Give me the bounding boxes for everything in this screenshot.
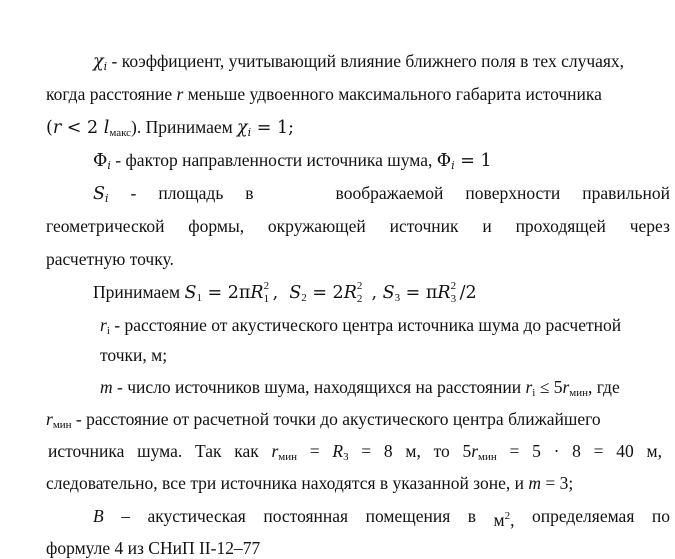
chi-subscript: i <box>247 126 252 139</box>
equals-sign: = <box>509 441 520 461</box>
paragraph-chi-definition-line-3 <box>46 116 294 144</box>
s-subscript: i <box>105 192 109 205</box>
R3-subscript: 3 <box>343 451 349 463</box>
word: поверхности <box>465 183 561 203</box>
phi-symbol: Φ <box>93 151 108 171</box>
paragraph-chi-definition-line-1 <box>93 50 624 78</box>
r-definition-text: - расстояние от акустического центра источника шума до расчетной <box>109 315 622 335</box>
r3-variable: R <box>437 283 451 303</box>
text-segment: , где <box>588 377 620 397</box>
text-segment: точки, м; <box>100 345 168 365</box>
r-variable: r <box>176 84 184 104</box>
paragraph-area-formulas <box>93 281 477 309</box>
word: в <box>467 506 477 526</box>
paragraph-m-definition-line-4 <box>46 472 573 494</box>
separator: , <box>272 283 290 303</box>
s-variable: S <box>93 184 105 204</box>
equals-sign: = <box>309 441 320 461</box>
equals-pi: = π <box>400 283 438 303</box>
word: воображаемой <box>335 183 444 203</box>
square-superscript: 2 <box>504 510 511 522</box>
paragraph-r-definition-line-2 <box>100 344 167 366</box>
r1-superscript: 2 <box>263 280 270 292</box>
text-segment: ). Принимаем <box>131 117 238 137</box>
chi-symbol: χ <box>237 118 248 138</box>
r-min-subscript: мин <box>278 451 298 463</box>
dash: – <box>121 506 130 526</box>
word: правильной <box>582 183 670 203</box>
chi-symbol: χ <box>93 52 104 72</box>
r3-superscript: 2 <box>450 280 457 292</box>
paragraph-r-definition-line-1 <box>100 314 621 342</box>
equals-two: = 2 <box>306 283 344 303</box>
chi-definition-text: - коэффициент, учитывающий влияние ближнего поля в тех случаях, <box>107 51 625 71</box>
s1-subscript: 1 <box>196 292 202 304</box>
r-subscript: i <box>532 387 536 399</box>
paragraph-m-definition-line-1 <box>100 376 620 404</box>
m-variable: m <box>100 377 113 397</box>
s3-subscript: 3 <box>394 292 401 304</box>
r1-subscript: 1 <box>263 293 270 305</box>
word: шума. <box>137 441 183 461</box>
m-variable: m <box>528 473 542 493</box>
r-min-subscript: мин <box>52 419 72 431</box>
r-min-variable: r <box>271 441 279 461</box>
B-variable: B <box>93 506 104 526</box>
r-min-variable: r <box>562 377 570 397</box>
s2-variable: S <box>289 283 302 303</box>
phi-subscript: i <box>451 159 455 172</box>
r3-index-stack <box>450 280 460 305</box>
paragraph-phi-definition <box>93 149 492 177</box>
paragraph-s-definition-line-3 <box>46 248 174 270</box>
open-paren: ( <box>46 118 53 138</box>
R3-variable: R <box>332 441 344 461</box>
text-segment: следовательно, все три источника находятся в указанной зоне, и <box>46 473 529 493</box>
paragraph-s-definition-line-1 <box>93 182 670 210</box>
word: источник <box>389 216 459 236</box>
text-segment: расчетную точку. <box>46 249 174 269</box>
word: постоянная <box>263 506 349 526</box>
m-definition-text: - число источников шума, находящихся на расстоянии <box>112 377 526 397</box>
r-min-definition-text: - расстояние от расчетной точки до акустического центра ближайшего <box>71 409 601 429</box>
number: 5 <box>532 441 541 461</box>
text-segment: Принимаем <box>93 282 185 302</box>
r-min-subscript: мин <box>569 387 588 399</box>
r2-subscript: 2 <box>356 293 363 305</box>
word: то <box>433 441 450 461</box>
r3-subscript: 3 <box>450 293 457 305</box>
l-max-subscript: макс <box>109 127 132 139</box>
word: через <box>629 216 670 236</box>
paragraph-m-definition-line-2 <box>46 408 601 436</box>
phi-subscript: i <box>107 159 111 172</box>
word: помещения <box>365 506 451 526</box>
paragraph-b-definition-line-1 <box>93 505 670 531</box>
s2-subscript: 2 <box>301 292 307 304</box>
paragraph-chi-definition-line-2 <box>46 83 670 105</box>
l-variable: l <box>103 118 110 138</box>
word: и <box>482 216 492 236</box>
word: геометрической <box>46 216 165 236</box>
number: 40 <box>616 441 634 461</box>
word: по <box>651 506 670 526</box>
unit: м, <box>405 441 421 461</box>
comma: , <box>510 510 515 530</box>
word: проходящей <box>515 216 606 236</box>
word: акустическая <box>147 506 246 526</box>
r1-variable: R <box>250 283 264 303</box>
s1-variable: S <box>184 283 197 303</box>
equals-one: = 1; <box>251 118 295 138</box>
r-variable: r <box>100 315 107 335</box>
unit: м, <box>646 441 662 461</box>
equals-one: = 1 <box>454 151 492 171</box>
equals-sign: = <box>361 441 372 461</box>
word: окружающей <box>267 216 366 236</box>
multiply-dot: · <box>553 441 560 461</box>
dash: - <box>130 183 137 203</box>
word: определяемая <box>531 506 635 526</box>
number: 5 <box>462 441 472 461</box>
text-segment: когда расстояние <box>46 84 177 104</box>
phi-definition-text: - фактор направленности источника шума, <box>110 150 437 170</box>
less-than-expression: < 2 <box>61 118 104 138</box>
paragraph-b-definition-line-2 <box>46 537 260 559</box>
s3-variable: S <box>382 283 395 303</box>
paragraph-m-definition-line-3 <box>48 440 662 468</box>
less-equal-five: ≤ 5 <box>535 377 563 397</box>
r-subscript: i <box>106 325 110 337</box>
word: формы, <box>188 216 245 236</box>
r1-index-stack <box>263 280 273 305</box>
r2-superscript: 2 <box>356 280 363 292</box>
text-segment: формуле 4 из СНиП II-12–77 <box>46 538 261 558</box>
paragraph-s-definition-line-2 <box>46 215 670 237</box>
chi-subscript: i <box>103 60 108 73</box>
word: площадь <box>158 183 224 203</box>
word: источника <box>48 441 125 461</box>
equals-sign: = <box>593 441 604 461</box>
text-segment: меньше удвоенного максимального габарита источника <box>183 84 602 104</box>
unit: м <box>493 510 505 530</box>
word: в <box>245 183 254 203</box>
separator: , <box>365 283 383 303</box>
number: 8 <box>572 441 581 461</box>
text-segment: = 3; <box>541 473 574 493</box>
divide-by-two: /2 <box>459 283 477 303</box>
r-min-subscript: мин <box>478 451 497 463</box>
r-min-variable: r <box>471 441 479 461</box>
number: 8 <box>383 441 393 461</box>
equals-two-pi: = 2π <box>201 283 251 303</box>
word: Так <box>194 441 222 461</box>
phi-symbol: Φ <box>436 151 452 171</box>
r-min-variable: r <box>46 409 53 429</box>
r2-index-stack <box>356 280 366 305</box>
r-variable: r <box>525 377 533 397</box>
r-variable: r <box>52 118 62 138</box>
word: как <box>234 441 259 461</box>
r2-variable: R <box>343 283 357 303</box>
